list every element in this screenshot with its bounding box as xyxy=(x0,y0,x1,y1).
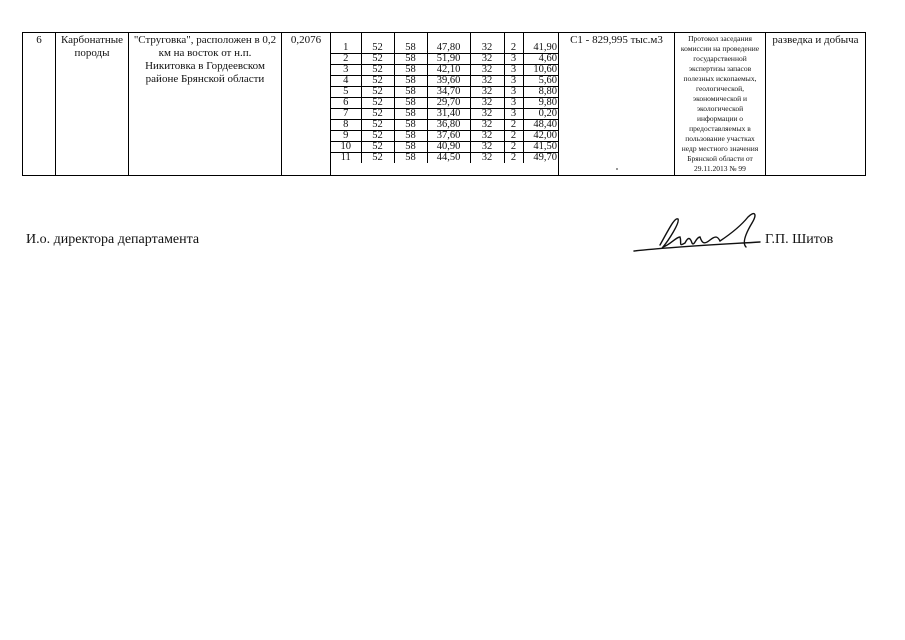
lat-deg: 52 xyxy=(361,54,394,65)
site-location: "Струговка", расположен в 0,2 км на восток от н.п. Никитовка в Гордеевском районе Брянской области xyxy=(129,33,282,176)
coordinate-row xyxy=(331,65,559,76)
lat-sec: 36,80 xyxy=(427,120,470,131)
point-number: 2 xyxy=(331,54,361,65)
lon-min: 3 xyxy=(504,76,523,87)
table-row xyxy=(23,33,866,176)
lat-sec: 31,40 xyxy=(427,109,470,120)
lat-sec: 34,70 xyxy=(427,87,470,98)
lon-deg: 32 xyxy=(470,142,504,153)
lat-deg: 52 xyxy=(361,33,394,54)
mineral-type: Карбонатные породы xyxy=(56,33,129,176)
lon-deg: 32 xyxy=(470,76,504,87)
lon-deg: 32 xyxy=(470,153,504,164)
lat-deg: 52 xyxy=(361,131,394,142)
coordinate-row xyxy=(331,120,559,131)
site-area: 0,2076 xyxy=(282,33,331,176)
lon-sec: 8,80 xyxy=(523,87,559,98)
lat-min: 58 xyxy=(394,98,427,109)
lon-sec: 10,60 xyxy=(523,65,559,76)
point-number: 5 xyxy=(331,87,361,98)
lon-deg: 32 xyxy=(470,65,504,76)
lat-min: 58 xyxy=(394,142,427,153)
coordinate-row xyxy=(331,142,559,153)
reserves: C1 - 829,995 тыс.м3 xyxy=(559,33,675,176)
lat-min: 58 xyxy=(394,153,427,164)
lat-min: 58 xyxy=(394,33,427,54)
lon-sec: 48,40 xyxy=(523,120,559,131)
point-number: 3 xyxy=(331,65,361,76)
lat-sec: 37,60 xyxy=(427,131,470,142)
lon-min: 2 xyxy=(504,120,523,131)
lon-min: 3 xyxy=(504,54,523,65)
lon-min: 2 xyxy=(504,153,523,164)
lat-min: 58 xyxy=(394,109,427,120)
point-number: 11 xyxy=(331,153,361,164)
lon-deg: 32 xyxy=(470,54,504,65)
lat-deg: 52 xyxy=(361,87,394,98)
lon-min: 2 xyxy=(504,142,523,153)
coordinate-row xyxy=(331,33,559,54)
lat-deg: 52 xyxy=(361,98,394,109)
coordinates-table xyxy=(331,33,559,163)
lat-deg: 52 xyxy=(361,153,394,164)
lat-min: 58 xyxy=(394,120,427,131)
lon-sec: 41,50 xyxy=(523,142,559,153)
lon-deg: 32 xyxy=(470,131,504,142)
lon-sec: 49,70 xyxy=(523,153,559,164)
lat-min: 58 xyxy=(394,87,427,98)
lat-sec: 29,70 xyxy=(427,98,470,109)
coordinate-row xyxy=(331,76,559,87)
lat-min: 58 xyxy=(394,54,427,65)
point-number: 6 xyxy=(331,98,361,109)
lon-deg: 32 xyxy=(470,109,504,120)
scan-speck xyxy=(616,168,618,170)
lat-deg: 52 xyxy=(361,76,394,87)
coordinates-cell xyxy=(331,33,559,176)
signatory-name: Г.П. Шитов xyxy=(765,232,834,247)
lon-deg: 32 xyxy=(470,87,504,98)
lon-min: 3 xyxy=(504,87,523,98)
coordinate-row xyxy=(331,153,559,164)
lon-min: 3 xyxy=(504,109,523,120)
lat-min: 58 xyxy=(394,131,427,142)
handwritten-signature xyxy=(630,207,770,257)
lon-deg: 32 xyxy=(470,98,504,109)
lon-deg: 32 xyxy=(470,33,504,54)
lat-sec: 51,90 xyxy=(427,54,470,65)
point-number: 10 xyxy=(331,142,361,153)
point-number: 1 xyxy=(331,33,361,54)
lon-min: 3 xyxy=(504,65,523,76)
lat-sec: 47,80 xyxy=(427,33,470,54)
lat-min: 58 xyxy=(394,76,427,87)
coordinate-row xyxy=(331,54,559,65)
signatory-position: И.о. директора департамента xyxy=(26,232,200,247)
lon-sec: 41,90 xyxy=(523,33,559,54)
coordinate-row xyxy=(331,131,559,142)
lat-sec: 40,90 xyxy=(427,142,470,153)
lon-sec: 4,60 xyxy=(523,54,559,65)
point-number: 9 xyxy=(331,131,361,142)
coordinate-row xyxy=(331,109,559,120)
row-number: 6 xyxy=(23,33,56,176)
lon-sec: 0,20 xyxy=(523,109,559,120)
coordinate-row xyxy=(331,98,559,109)
lon-min: 3 xyxy=(504,98,523,109)
lon-min: 2 xyxy=(504,33,523,54)
point-number: 8 xyxy=(331,120,361,131)
lat-sec: 39,60 xyxy=(427,76,470,87)
lon-sec: 42,00 xyxy=(523,131,559,142)
lat-deg: 52 xyxy=(361,109,394,120)
lat-sec: 42,10 xyxy=(427,65,470,76)
coordinate-row xyxy=(331,87,559,98)
lat-sec: 44,50 xyxy=(427,153,470,164)
lon-min: 2 xyxy=(504,131,523,142)
lon-sec: 5,60 xyxy=(523,76,559,87)
point-number: 4 xyxy=(331,76,361,87)
usage-purpose: разведка и добыча xyxy=(766,33,866,176)
licence-table xyxy=(22,32,866,176)
lat-deg: 52 xyxy=(361,65,394,76)
lat-min: 58 xyxy=(394,65,427,76)
lat-deg: 52 xyxy=(361,142,394,153)
point-number: 7 xyxy=(331,109,361,120)
lon-sec: 9,80 xyxy=(523,98,559,109)
lat-deg: 52 xyxy=(361,120,394,131)
lon-deg: 32 xyxy=(470,120,504,131)
expertise-protocol: Протокол заседания комиссии на проведение государственной экспертизы запасов полезных ископаемых, геологической, экономической и экологической информации о предоставляемых в пользование участках недр местного значения Брянской области от 29.11.2013 № 99 xyxy=(675,33,766,176)
